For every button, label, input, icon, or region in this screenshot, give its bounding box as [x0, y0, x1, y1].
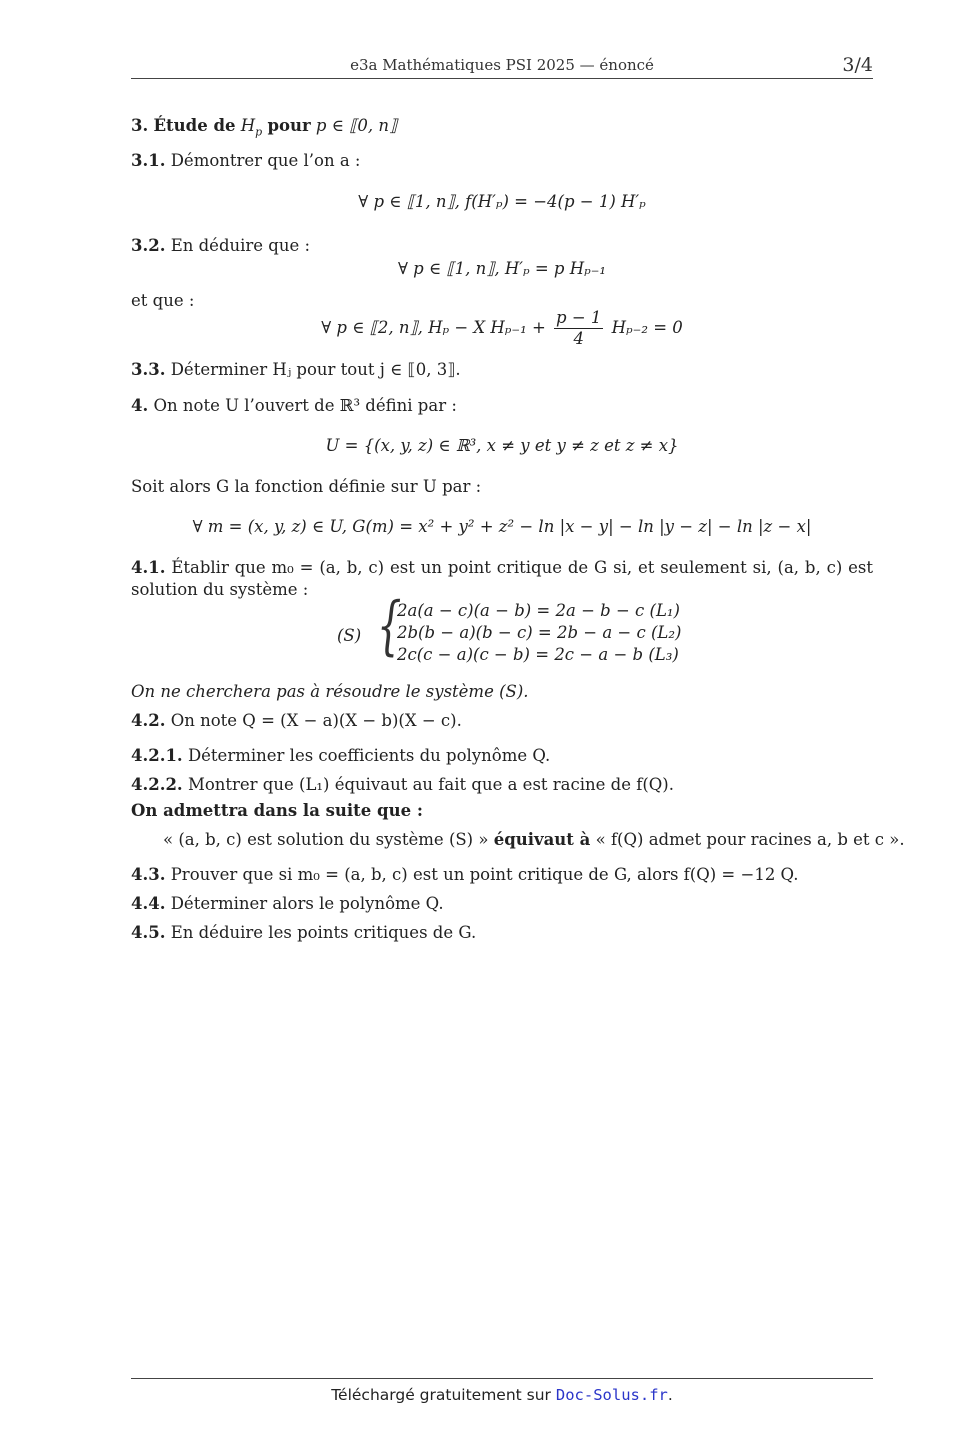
question-text: On note Q = (X − a)(X − b)(X − c).	[170, 711, 462, 730]
equation-3-2a: ∀ p ∈ ⟦1, n⟧, H′ₚ = p Hₚ₋₁	[397, 259, 607, 278]
question-text: Déterminer les coefficients du polynôme Q.	[187, 746, 551, 765]
question-text: Prouver que si m₀ = (a, b, c) est un point critique de G, alors f(Q) = −12 Q.	[170, 865, 799, 884]
admit-statement	[163, 829, 905, 851]
question-4-5	[131, 922, 873, 944]
fraction	[554, 308, 603, 349]
exam-page	[131, 0, 905, 1441]
page-footer	[131, 1386, 873, 1404]
question-number: 3.3.	[131, 360, 166, 379]
system-line-3: 2c(c − a)(c − b) = 2c − a − b (L₃)	[397, 645, 679, 664]
equation-G: ∀ m = (x, y, z) ∈ U, G(m) = x² + y² + z² − ln |x − y| − ln |y − z| − ln |z − x|	[192, 517, 812, 536]
heading-math: H	[240, 116, 256, 135]
left-brace: {	[377, 589, 402, 663]
question-3-2	[131, 235, 873, 257]
header-title: e3a Mathématiques PSI 2025 — énoncé	[350, 56, 654, 74]
question-number: 4.2.	[131, 711, 166, 730]
question-number: 3.1.	[131, 151, 166, 170]
question-text: Démontrer que l’on a :	[170, 151, 361, 170]
fraction-denominator: 4	[573, 329, 584, 348]
heading-text: Étude de	[153, 116, 236, 135]
heading-word: pour	[267, 116, 311, 135]
admit-part-b: « f(Q) admet pour racines a, b et c ».	[595, 830, 905, 849]
question-text: En déduire les points critiques de G.	[170, 923, 477, 942]
soit-text: Soit alors G la fonction définie sur U par :	[131, 477, 482, 496]
equation-3-1: ∀ p ∈ ⟦1, n⟧, f(H′ₚ) = −4(p − 1) H′ₚ	[358, 192, 646, 211]
system-line-2: 2b(b − a)(b − c) = 2b − a − c (L₂)	[397, 623, 682, 642]
question-4-4	[131, 893, 873, 915]
equation-U: U = {(x, y, z) ∈ ℝ³, x ≠ y et y ≠ z et z ≠ x}	[325, 436, 679, 455]
question-text: Déterminer Hⱼ pour tout j ∈ ⟦0, 3⟧.	[170, 360, 461, 379]
heading-range: p ∈ ⟦0, n⟧	[315, 116, 398, 135]
question-4-1	[131, 557, 873, 601]
eq3-left: ∀ p ∈ ⟦2, n⟧, Hₚ − X Hₚ₋₁ +	[321, 318, 546, 337]
system-label: (S)	[337, 626, 362, 645]
question-number: 4.1.	[131, 558, 166, 577]
equation-3-2b	[131, 308, 873, 349]
question-text: Déterminer alors le polynôme Q.	[170, 894, 444, 913]
question-text: Montrer que (L₁) équivaut au fait que a est racine de f(Q).	[187, 775, 674, 794]
heading-number: 3.	[131, 116, 149, 135]
question-4-3	[131, 864, 873, 886]
question-text: On note U l’ouvert de ℝ³ défini par :	[153, 396, 457, 415]
page-number: 3/4	[842, 54, 873, 76]
note-italic: On ne cherchera pas à résoudre le système (S).	[131, 682, 529, 701]
question-number: 4.4.	[131, 894, 166, 913]
question-text: En déduire que :	[170, 236, 311, 255]
question-number: 4.	[131, 396, 149, 415]
question-4-2	[131, 710, 873, 732]
question-4	[131, 395, 873, 417]
and-text: et que :	[131, 291, 195, 310]
footer-link[interactable]: Doc-Solus.fr	[555, 1386, 668, 1404]
system-S	[337, 589, 682, 670]
question-number: 4.2.2.	[131, 775, 183, 794]
question-text: Établir que m₀ = (a, b, c) est un point critique de G si, et seulement si, (a, b, c) est solution du système :	[131, 558, 873, 599]
question-3-1	[131, 150, 873, 172]
question-3-3	[131, 359, 873, 381]
question-number: 3.2.	[131, 236, 166, 255]
question-4-2-2	[131, 774, 873, 796]
fraction-numerator: p − 1	[556, 308, 602, 327]
system-line-1: 2a(a − c)(a − b) = 2a − b − c (L₁)	[397, 601, 680, 620]
admit-heading: On admettra dans la suite que :	[131, 801, 423, 820]
footer-text: Téléchargé gratuitement sur	[331, 1386, 551, 1404]
question-number: 4.5.	[131, 923, 166, 942]
admit-equiv: équivaut à	[493, 830, 591, 849]
heading-sub: p	[255, 125, 263, 139]
question-number: 4.3.	[131, 865, 166, 884]
section-3-heading	[131, 115, 873, 143]
page-header	[131, 54, 873, 79]
footer-divider	[131, 1378, 873, 1379]
footer-dot: .	[667, 1386, 673, 1404]
question-4-2-1	[131, 745, 873, 767]
eq3-right: Hₚ₋₂ = 0	[611, 318, 683, 337]
admit-part-a: « (a, b, c) est solution du système (S) »	[163, 830, 489, 849]
question-number: 4.2.1.	[131, 746, 183, 765]
